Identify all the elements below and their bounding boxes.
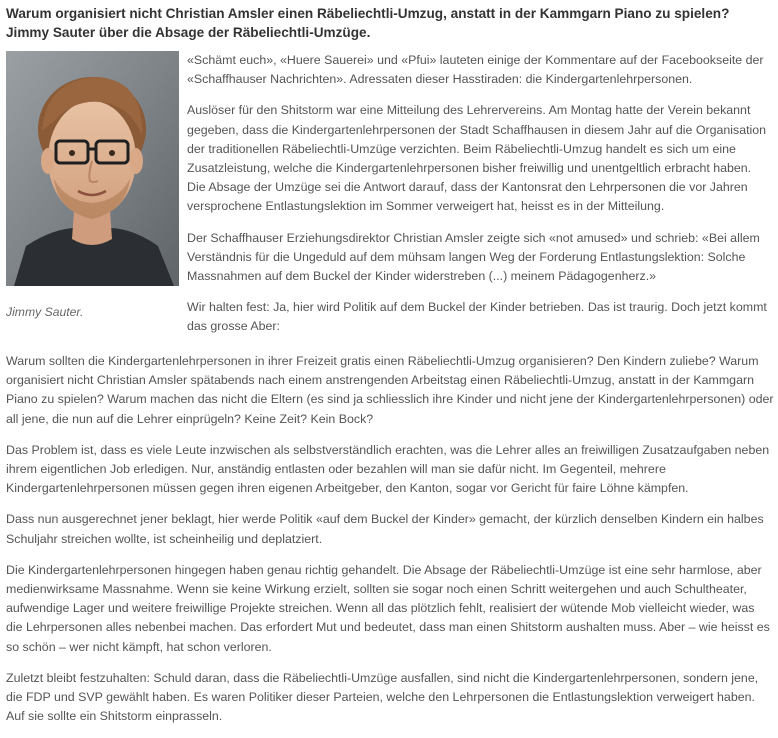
body-paragraph: Das Problem ist, dass es viele Leute inzwischen als selbstverständlich erachten, was die Lehrer alles an freiwilligen Zusatzaufgaben neben ihrem eigentlichen Job erledigen. Nur, anständig entlasten oder bezahlen will man sie dafür nicht. Im Gegenteil, mehrere Kindergartenlehrpersonen müssen gegen ihren eigenen Arbeitgeber, den Kanton, sogar vor Gericht für faire Löhne kämpfen. (6, 442, 770, 496)
intro-text-column (187, 51, 773, 349)
image-caption: Jimmy Sauter. (6, 305, 84, 319)
intro-paragraph: Wir halten fest: Ja, hier wird Politik auf dem Buckel der Kinder betrieben. Das ist traurig. Doch jetzt kommt das grosse Aber: (187, 300, 767, 334)
author-portrait-image (6, 51, 179, 286)
article-headline: Warum organisiert nicht Christian Amsler einen Räbeliechtli-Umzug, anstatt in der Kammgarn Piano zu spielen? Jimmy Sauter über die Absage der Räbeliechtli-Umzüge. (6, 6, 730, 40)
intro-paragraph: Der Schaffhauser Erziehungsdirektor Christian Amsler zeigte sich «not amused» und schrieb: «Bei allem Verständnis für die Ungeduld auf dem mühsam langen Weg der Forderung Entlastungslektion: Solche Massnahmen auf dem Buckel der Kinder widerstreben (...) meinem Pädagogenherz.» (187, 230, 760, 284)
body-paragraph: Dass nun ausgerechnet jener beklagt, hier werde Politik «auf dem Buckel der Kinder» gemacht, der kürzlich denselben Kindern ein halbes Schuljahr streichen wollte, ist scheinheilig und deplatziert. (6, 512, 764, 546)
intro-paragraph: Auslöser für den Shitstorm war eine Mitteilung des Lehrervereins. Am Montag hatte der Verein bekannt gegeben, dass die Kindergartenlehrpersonen der Stadt Schaffhausen in diesem Jahr auf die Organisation der traditionellen Räbeliechtli-Umzüge verzichten. Beim Räbeliechtli-Umzug handelt es sich um eine Zusatzleistung, welche die Kindergartenlehrpersonen bisher freiwillig und unentgeltlich erbracht haben. Die Absage der Umzüge sei die Antwort darauf, dass der Kantonsrat den Lehrpersonen die vor Jahren versprochene Entlastungslektion im Sommer verweigert hat, heisst es in der Mitteilung. (187, 103, 767, 214)
body-paragraph: Warum sollten die Kindergartenlehrpersonen in ihrer Freizeit gratis einen Räbeliechtli-Umzug organisieren? Den Kindern zuliebe? Warum organisiert nicht Christian Amsler spätabends nach einem anstrengenden Arbeitstag einen Räbeliechtli-Umzug, anstatt in der Kammgarn Piano zu spielen? Warum machen das nicht die Eltern (es sind ja schliesslich ihre Kinder und nicht jene der Kindergartenlehrpersonen) oder all jene, die nun auf die Lehrer einprügeln? Keine Zeit? Kein Bock? (6, 354, 774, 426)
body-paragraph: Die Kindergartenlehrpersonen hingegen haben genau richtig gehandelt. Die Absage der Räbeliechtli-Umzüge ist eine sehr harmlose, aber medienwirksame Massnahme. Wenn sie keine Wirkung erzielt, sollten sie sogar noch einen Schritt weitergehen und auch Schultheater, aufwendige Lager und weitere freiwillige Projekte streichen. Wenn all das plötzlich fehlt, realisiert der wütende Mob vielleicht wieder, was die Lehrpersonen alles nebenbei machen. Das erfordert Mut und bedeutet, dass man einen Shitstorm aushalten muss. Aber – wie heisst es so schön – wer nicht kämpft, hat schon verloren. (6, 562, 770, 654)
body-paragraph: Zuletzt bleibt festzuhalten: Schuld daran, dass die Räbeliechtli-Umzüge ausfallen, sind nicht die Kindergartenlehrpersonen, sondern jene, die FDP und SVP gewählt haben. Es waren Politiker dieser Parteien, welche den Lehrpersonen die Entlastungslektion verweigert haben. Auf sie sollte ein Shitstorm einprasseln. (6, 670, 759, 724)
intro-paragraph: «Schämt euch», «Huere Sauerei» und «Pfui» lauteten einige der Kommentare auf der Facebookseite der «Schaffhauser Nachrichten». Adressaten dieser Hasstiraden: die Kindergartenlehrpersonen. (187, 53, 764, 87)
article-body (6, 352, 774, 738)
